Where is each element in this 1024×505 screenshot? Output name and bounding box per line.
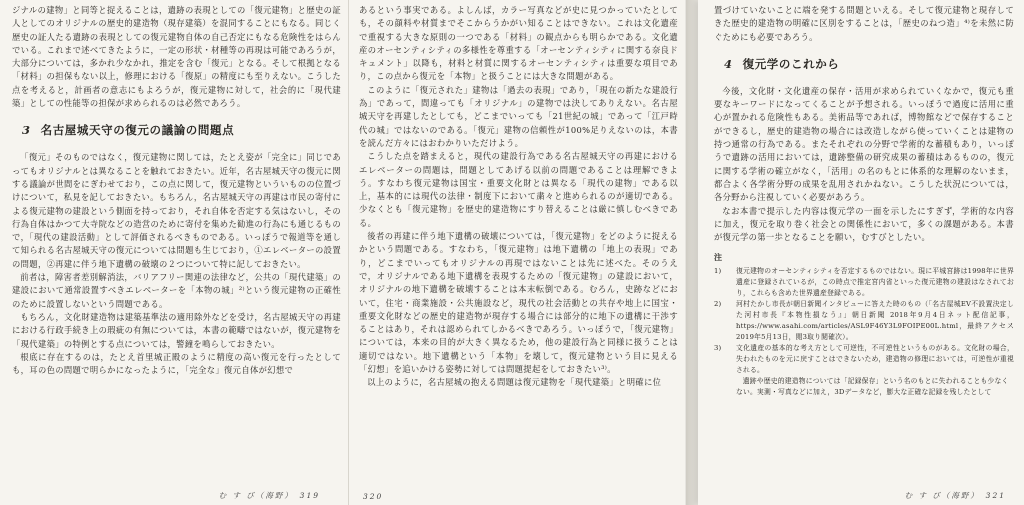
note-continuation: 遺跡や歴史的建造物については「記録保存」という名のもとに失われることも少なくない。実測・写真などに加え，3Dデータなど，膨大な正確な記録を残したとして xyxy=(736,377,1009,397)
note-item xyxy=(714,299,1014,343)
note-text: 文化遺産の基本的な考え方として可逆性，不可逆性というものがある。文化財の場合，失われたものを元に戻すことはできないため，建造物の修理においては，可逆性が重視される。 xyxy=(736,344,1014,375)
paragraph: 前者は，障害者差別解消法，バリアフリー関連の法律など，公共の「現代建築」の建設において通常設置すべきエレベーターを「本物の城」²⁾という復元建物の正確性のために設置しないという問題である。 xyxy=(12,272,341,309)
page-gutter xyxy=(686,0,698,505)
paragraph: 以上のように，名古屋城の抱える問題は復元建物を「現代建築」と明確に位 xyxy=(367,377,662,388)
section-4-heading xyxy=(724,57,1014,72)
note-text: 復元建物のオーセンティシティを否定するものではない。現に平城宮跡は1998年に世界遺産に登録されているが，この時点で推定宮内省といった復元建物の建設はなされており，これらも含めた世界遺産登録である。 xyxy=(736,267,1014,298)
page-319 xyxy=(0,0,348,505)
paragraph: こうした点を踏まえると，現代の建設行為である名古屋城天守の再建におけるエレベーターの問題は，問題としてあげる以前の問題であることは理解できよう。すなわち復元建物は国宝・重要文化財とは異なる「現代の建物」である以上，基本的には現代の法律・制度下において粛々と進められるのが適切である。少なくとも「復元建物」を歴史的建造物にすり替えることは厳に慎しむべきである。 xyxy=(359,151,678,228)
paragraph: もちろん，文化財建造物は建築基準法の適用除外などを受け，名古屋城天守の再建における行政手続き上の瑕疵の有無については，本書の範疇ではないが，復元建物を「現代建築」の特例とする点については，警鐘を鳴らしておきたい。 xyxy=(12,311,341,349)
paragraph: ジナルの建物」と同等と捉えることは，遺跡の表現としての「復元建物」と歴史の証人としてのオリジナルの歴史的建造物（現存建築）を混同することにもなる。同じく歴史の証人たる遺跡の表現としての復元建物自体の自己否定にもなる危険性をはらんでいる。これまで述べてきたように，一定の形状・材種等の再現は可能であろうが，大部分については，多かれ少なかれ，推定を含む「復元」となる。そして根拠となる「材料」の担保もない以上，修理における「復原」の精度にも至りえない。こうした点を考えると，計画者の意志にもよろうが，復元建物に対して，社会的に「現代建築」としての性能等の担保が求められるのは必然であろう。 xyxy=(12,5,341,109)
section-3-title: 名古屋城天守の復元の議論の問題点 xyxy=(40,123,235,138)
paragraph: 後者の再建に伴う地下遺構の破壊については，「復元建物」をどのように捉えるかという問題である。すなわち，「復元建物」は地下遺構の「地上の表現」であり，どこまでいってもオリジナルの再現ではないことは先に述べた。そのうえで，オリジナルである地下遺構を表現するための「復元建物」の建設において，オリジナルの地下遺構を破壊することは本末転倒である。むろん，史跡などにおいて，住宅・商業施設・公共施設など，現代の社会活動との共存や地上に国宝・重要文化財などの歴史的建造物が現存する場合には部分的に地下の遺構に干渉することはあり，それは認められてしかるべきであろう。いっぽうで，「復元建物」については，本来の目的が大きく異なるため，他の建設行為と同様に扱うことは適切ではない。地下遺構という「本物」を壊して，復元建物という目に見える「幻想」を追いかける姿勢に対しては問題提起をしておきたい³⁾。 xyxy=(359,231,678,375)
note-marker: 3) xyxy=(714,344,722,353)
paragraph: 今後，文化財・文化遺産の保存・活用が求められていくなかで，復元も重要なキーワードになってくることが予想される。いっぽうで過度に活用に重心が置かれる危険性もある。美術品等であれば，博物館などで保存することができるし，歴史的建造物の場合には改造しながら使っていくことは建物の持つ通常の行為である。またそれぞれの分野で学術的な蓄積もあり，いっぽうで遺跡の活用においては，遺跡整備の研究成果の蓄積はあるものの，復元に関する学術の確立がなく，「活用」の名のもとに体系的な理解のないまま，都合よく各学術分野の成果を乱用されかねない。こうした状況については，各分野から注視していく必要があろう。 xyxy=(714,85,1014,203)
page-footer: 320 xyxy=(363,492,384,501)
note-marker: 1) xyxy=(714,267,722,276)
paragraph: このように「復元された」建物は「過去の表現」であり，「現在の新たな建設行為」であって，間違っても「オリジナル」の建物では決してありえない。名古屋城天守を再建したとしても，どこまでいっても「21世紀の城」であって「江戸時代の城」ではないのである。「復元」建物の信頼性が100%足りえないのは，本書を読んだ方々にはおわかりいただけよう。 xyxy=(359,84,678,148)
note-item xyxy=(714,266,1014,299)
page-footer: む す び（海野） 321 xyxy=(904,491,1006,500)
paragraph: 根底に存在するのは，たとえ首里城正殿のように精度の高い復元を行ったとしても，耳の色の問題で明らかになったように，「完全な」復元自体が幻想で xyxy=(12,351,341,376)
page-320 xyxy=(348,0,685,505)
paragraph: あるという事実である。よしんば，カラー写真などが史に見つかっていたとしても，その顔料や材質までそこからうかがい知ることはできない。これは文化遺産で重視する大きな原則の一つである「材料」の観点からも明らかである。文化遺産のオーセンティシティの多様性を尊重する「オーセンティシティに関する奈良ドキュメント」以降も，材料と材質に関するオーセンティシティは重要な項目であり，この点から復元を「本物」と扱うことには大きな問題がある。 xyxy=(359,5,678,82)
section-3-heading xyxy=(22,123,341,138)
paragraph: なお本書で提示した内容は復元学の一面を示したにすぎず，学術的な内容に加え，復元を取り巻く社会との関係性において，多くの課題がある。本書が復元学の第一歩となることを願い，むすびとしたい。 xyxy=(714,205,1014,243)
section-3-number: 3 xyxy=(22,123,31,138)
note-text: 河村たかし市長が朝日新聞インタビューに答えた時のもの（「名古屋城EV不設置決定した河村市長『本物性損なう』」朝日新聞 2018年9月4日ネット配信記事，https://www.asahi.com/articles/ASL9F46Y3L9FOIPE00L.html，最終アクセス2019年5月13日，閲3取り閲確次）。 xyxy=(736,300,1014,342)
section-4-title: 復元学のこれから xyxy=(742,56,840,71)
note-item xyxy=(714,343,1014,376)
note-marker: 2) xyxy=(714,300,722,309)
section-4-number: 4 xyxy=(724,56,733,71)
notes-heading: 注 xyxy=(714,252,722,263)
paragraph: 置づけていないことに端を発する問題といえる。そして復元建物と現存してきた歴史的建造物の明確に区別をすることは，「歴史のねつ造」⁴⁾を未然に防ぐためにも必要であろう。 xyxy=(714,5,1014,42)
paragraph: 「復元」そのものではなく，復元建物に関しては，たとえ姿が「完全に」同じであってもオリジナルとは異なることを触れておきたい。近年，名古屋城天守の復元に関する議論が世間をにぎわせており，この点に関して，復元建物といういものの位置づけについて，私見を記しておきたい。もちろん，名古屋城天守の再建は市民の寄付による復元建物の建設という側面を持っており，それ自体を否定する気はないし，その行為自体はかつて大寺院などの造営のために寄付を集めた勧進の行為にも通じるもので，「現代の建設活動」として評価されるべきものである。いっぽうで報道等を通して知られる名古屋城天守の復元については問題も生じており，①エレベーターの設置の問題，②再建に伴う地下遺構の破壊の２つについて特に記しておきたい。 xyxy=(12,152,341,269)
page-321 xyxy=(698,0,1024,505)
page-footer: む す び（海野） 319 xyxy=(218,491,320,500)
